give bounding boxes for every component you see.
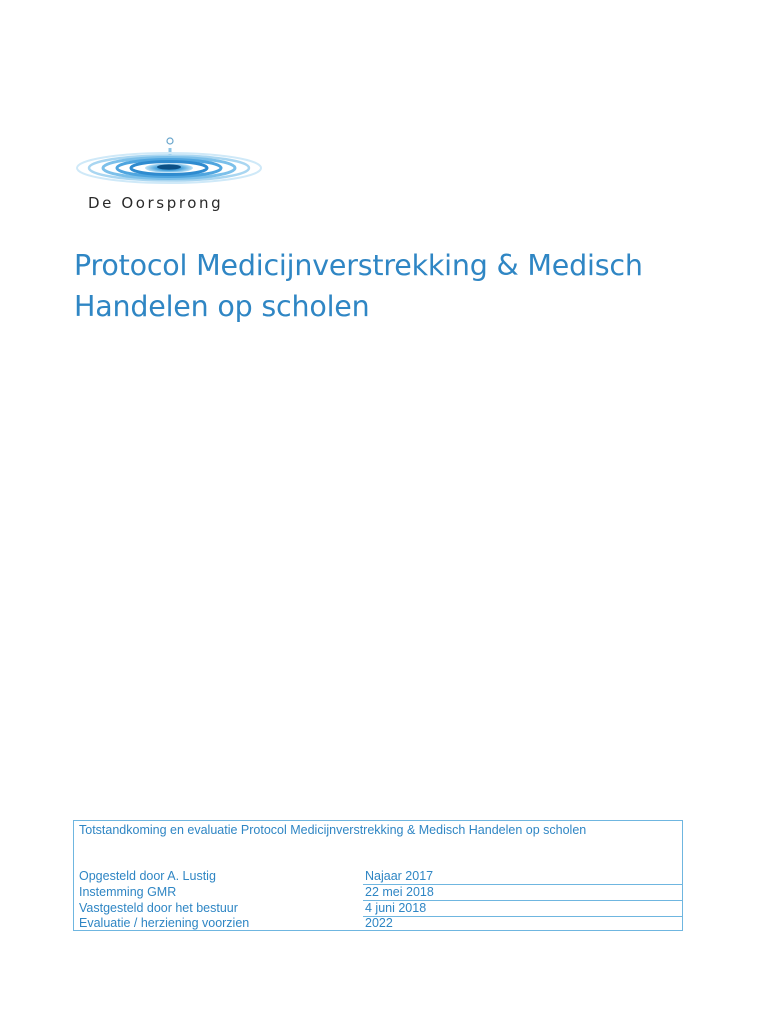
info-row	[74, 885, 682, 901]
info-row	[74, 869, 682, 885]
logo-text: De Oorsprong	[88, 194, 224, 212]
info-value: 4 juni 2018	[365, 901, 427, 915]
water-drop-ripple-icon	[74, 134, 264, 192]
info-label: Vastgesteld door het bestuur	[79, 901, 238, 915]
info-label: Opgesteld door A. Lustig	[79, 869, 216, 883]
title-line-1: Protocol Medicijnverstrekking & Medisch	[74, 249, 643, 282]
document-info-box	[73, 820, 683, 931]
info-value: Najaar 2017	[365, 869, 434, 883]
info-header: Totstandkoming en evaluatie Protocol Medicijnverstrekking & Medisch Handelen op scholen	[79, 823, 587, 837]
info-row	[74, 916, 682, 932]
info-value: 2022	[365, 916, 393, 930]
title-line-2: Handelen op scholen	[74, 290, 370, 323]
logo	[74, 134, 264, 220]
info-label: Instemming GMR	[79, 885, 177, 899]
info-row	[74, 901, 682, 917]
document-title	[74, 245, 734, 327]
info-label: Evaluatie / herziening voorzien	[79, 916, 250, 930]
info-value: 22 mei 2018	[365, 885, 434, 899]
